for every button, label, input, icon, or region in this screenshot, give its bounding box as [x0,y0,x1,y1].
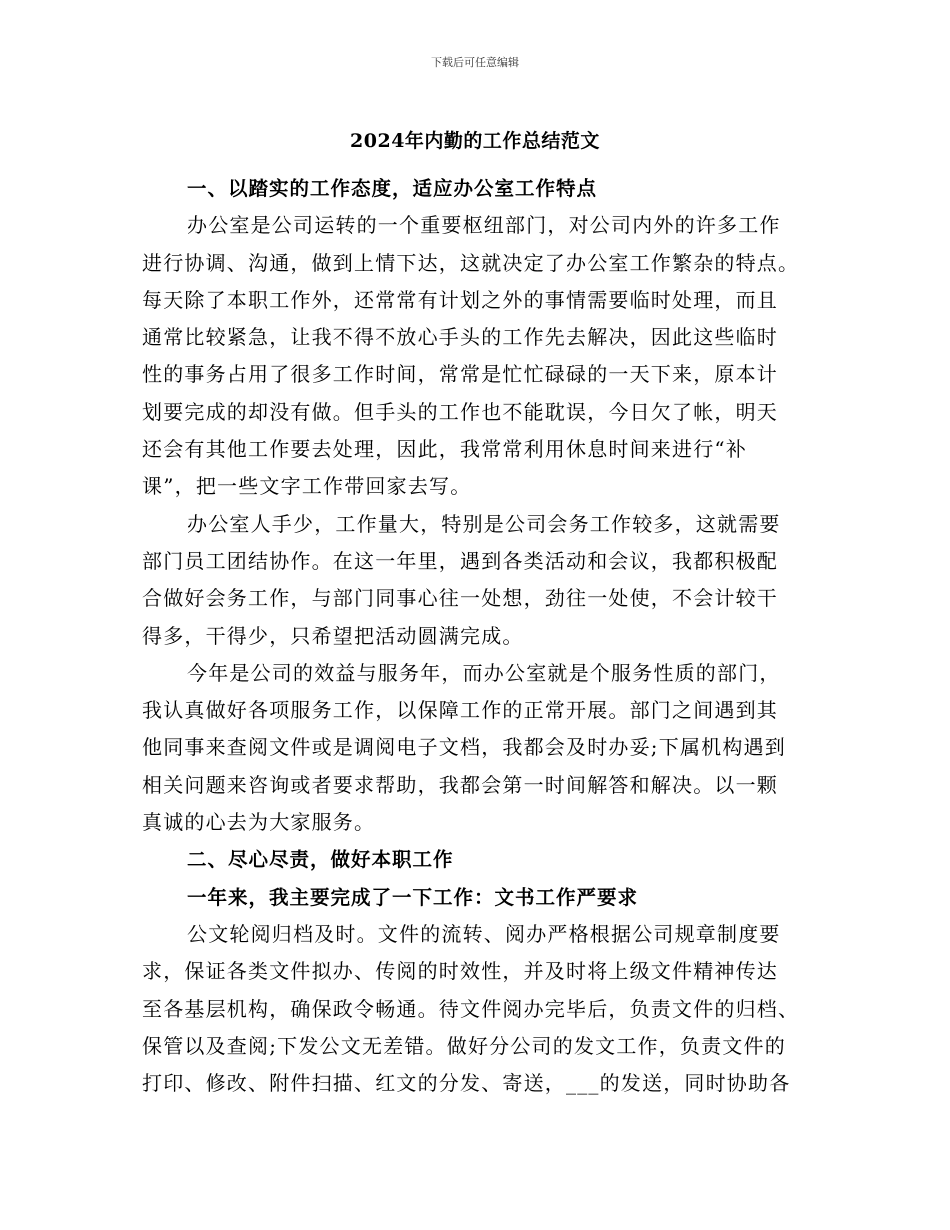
document-body [142,170,812,1102]
text-line: 合做好会务工作，与部门同事心往一处想，劲往一处使，不会计较干 [142,586,778,611]
text-line: 性的事务占用了很多工作时间，常常是忙忙碌碌的一天下来，原本计 [142,362,778,387]
text-line: 打印、修改、附件扫描、红文的分发、寄送，___的发送，同时协助各 [142,1071,791,1096]
text-line: 得多，干得少，只希望把活动圆满完成。 [142,623,524,648]
text-line: 划要完成的却没有做。但手头的工作也不能耽误，今日欠了帐，明天 [142,399,778,424]
text-line: 至各基层机构，确保政令畅通。待文件阅办完毕后，负责文件的归档、 [142,996,800,1021]
text-line: 部门员工团结协作。在这一年里，遇到各类活动和会议，我都积极配 [142,548,778,573]
section-heading: 一、以踏实的工作态度，适应办公室工作特点 [187,177,598,200]
text-line: 保管以及查阅;下发公文无差错。做好分公司的发文工作，负责文件的 [142,1033,786,1058]
section-heading: 一年来，我主要完成了一下工作：文书工作严要求 [187,885,639,909]
text-line: 我认真做好各项服务工作，以保障工作的正常开展。部门之间遇到其 [142,698,778,723]
text-line: 进行协调、沟通，做到上情下达，这就决定了办公室工作繁杂的特点。 [142,250,800,275]
text-line: 公文轮阅归档及时。文件的流转、阅办严格根据公司规章制度要 [187,921,781,946]
text-line: 求，保证各类文件拟办、传阅的时效性，并及时将上级文件精神传达 [142,959,778,984]
text-line: 通常比较紧急，让我不得不放心手头的工作先去解决，因此这些临时 [142,325,778,350]
page-header-note: 下载后可任意编辑 [431,56,519,69]
text-line: 课”，把一些文字工作带回家去写。 [142,474,472,499]
text-line: 今年是公司的效益与服务年，而办公室就是个服务性质的部门， [187,660,781,685]
text-line: 真诚的心去为大家服务。 [142,810,376,835]
text-line: 相关问题来咨询或者要求帮助，我都会第一时间解答和解决。以一颗 [142,772,778,797]
document-title: 2024年内勤的工作总结范文 [350,130,600,152]
text-line: 还会有其他工作要去处理，因此，我常常利用休息时间来进行“补 [142,437,748,462]
text-line: 办公室人手少，工作量大，特别是公司会务工作较多，这就需要 [187,511,781,536]
text-line: 办公室是公司运转的一个重要枢纽部门，对公司内外的许多工作 [187,213,781,238]
text-line: 每天除了本职工作外，还常常有计划之外的事情需要临时处理，而且 [142,287,778,312]
section-heading: 二、尽心尽责，做好本职工作 [187,848,454,872]
text-line: 他同事来查阅文件或是调阅电子文档，我都会及时办妥;下属机构遇到 [142,735,786,760]
